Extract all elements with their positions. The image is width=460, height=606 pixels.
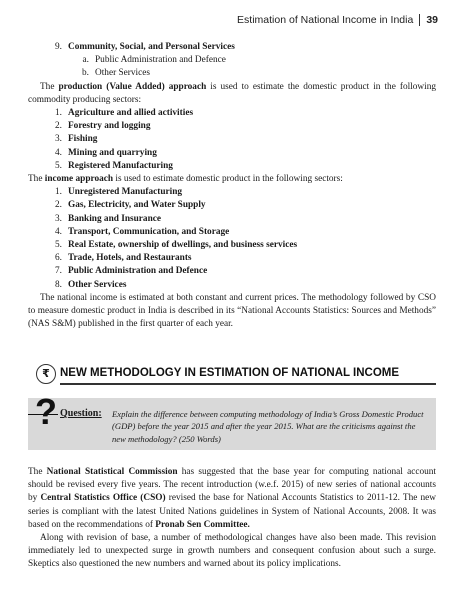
question-text: Explain the difference between computing methodology of India’s Gross Domestic Product (GDP) before the year 2015 and after the year 2015. What are the criticisms against the new methodology? (250 Words) bbox=[112, 409, 424, 444]
list-item bbox=[28, 133, 436, 146]
list-item-label: Banking and Insurance bbox=[68, 213, 162, 224]
national-income-paragraph: The national income is estimated at both constant and current prices. The methodology followed by CSO to measure domestic product in India is described in its “National Accounts Statistics: Sources and Methods” (NAS S&M) published in the first quarter of each year. bbox=[28, 292, 436, 330]
list-item-number: 2. bbox=[55, 200, 62, 211]
list-item bbox=[28, 252, 436, 265]
list-item-number: b. bbox=[82, 68, 89, 79]
section-underline bbox=[60, 383, 436, 385]
list-item-number: 5. bbox=[55, 240, 62, 251]
list-item-number: 5. bbox=[55, 160, 62, 171]
list-item-label: Fishing bbox=[68, 134, 98, 145]
list-item-number: 4. bbox=[55, 226, 62, 237]
page-number: 39 bbox=[426, 14, 438, 26]
list-item-label: Forestry and logging bbox=[68, 121, 151, 132]
list-item-number: 8. bbox=[55, 279, 62, 290]
list-item-label: Registered Manufacturing bbox=[68, 160, 173, 171]
income-list bbox=[28, 186, 436, 292]
list-item-label: Transport, Communication, and Storage bbox=[68, 226, 230, 237]
rupee-icon: ₹ bbox=[36, 364, 56, 384]
list-item-label: Public Administration and Defence bbox=[68, 266, 208, 277]
list-item-number: 7. bbox=[55, 266, 62, 277]
list-top bbox=[28, 41, 436, 81]
list-item-label: Trade, Hotels, and Restaurants bbox=[68, 253, 192, 264]
list-item-number: 2. bbox=[55, 121, 62, 132]
header-title: Estimation of National Income in India bbox=[237, 14, 414, 26]
list-item-label: Mining and quarrying bbox=[68, 147, 157, 158]
list-item-number: 3. bbox=[55, 134, 62, 145]
list-item bbox=[28, 160, 436, 173]
list-item bbox=[28, 239, 436, 252]
list-item-number: a. bbox=[82, 55, 89, 66]
list-item-label: Other Services bbox=[68, 279, 127, 290]
list-item-label: Agriculture and allied activities bbox=[68, 108, 194, 119]
question-label: Question: bbox=[60, 408, 102, 419]
list-item bbox=[28, 120, 436, 133]
list-item bbox=[28, 67, 436, 80]
list-item-number: 4. bbox=[55, 147, 62, 158]
list-item-number: 6. bbox=[55, 253, 62, 264]
list-item-label: Gas, Electricity, and Water Supply bbox=[68, 200, 206, 211]
header-divider bbox=[419, 14, 420, 26]
income-paragraph: The income approach is used to estimate domestic product in the following sectors: bbox=[28, 174, 343, 185]
main-content bbox=[28, 41, 436, 331]
list-item bbox=[28, 147, 436, 160]
list-item bbox=[28, 199, 436, 212]
methodology-text bbox=[28, 466, 436, 572]
production-paragraph: The production (Value Added) approach is used to estimate the domestic product in the following commodity producing sectors: bbox=[28, 81, 436, 105]
section-heading bbox=[28, 364, 436, 386]
production-list bbox=[28, 107, 436, 173]
question-box bbox=[28, 391, 436, 450]
list-item bbox=[28, 54, 436, 67]
question-mark-icon: ? bbox=[35, 391, 57, 432]
list-item bbox=[28, 226, 436, 239]
list-item-number: 9. bbox=[55, 42, 62, 52]
list-item bbox=[28, 213, 436, 226]
list-item bbox=[28, 107, 436, 120]
list-item bbox=[28, 265, 436, 278]
list-item-label: Real Estate, ownership of dwellings, and business services bbox=[68, 240, 298, 251]
list-item-number: 1. bbox=[55, 108, 62, 119]
commission-paragraph: The National Statistical Commission has suggested that the base year for computing national account should be revised every five years. The recent introduction (w.e.f. 2015) of new series of national accounts by Central Statistics Office (CSO) revised the base for National Accounts Statistics to 2011-12. The new series is compliant with the latest United Nations guidelines in System of National Accounts, 2008. It was based on the recommendations of Pronab Sen Committee. bbox=[28, 467, 437, 530]
list-item bbox=[28, 186, 436, 199]
list-item-number: 1. bbox=[55, 187, 62, 198]
list-item-label: Unregistered Manufacturing bbox=[68, 187, 183, 198]
section-title: NEW METHODOLOGY IN ESTIMATION OF NATIONAL INCOME bbox=[60, 367, 400, 379]
list-item-label: Community, Social, and Personal Services bbox=[68, 42, 235, 52]
list-item-label: Other Services bbox=[95, 68, 150, 79]
list-item-label: Public Administration and Defence bbox=[95, 55, 226, 66]
list-item-number: 3. bbox=[55, 213, 62, 224]
running-header bbox=[237, 14, 438, 26]
list-item bbox=[28, 41, 436, 54]
revision-paragraph: Along with revision of base, a number of methodological changes have also been made. This revision immediately led to unexpected surge in growth numbers and consequent confusion about such a surge. Skeptics also questioned the new numbers and warned about its policy implications. bbox=[28, 533, 436, 570]
list-item bbox=[28, 279, 436, 292]
